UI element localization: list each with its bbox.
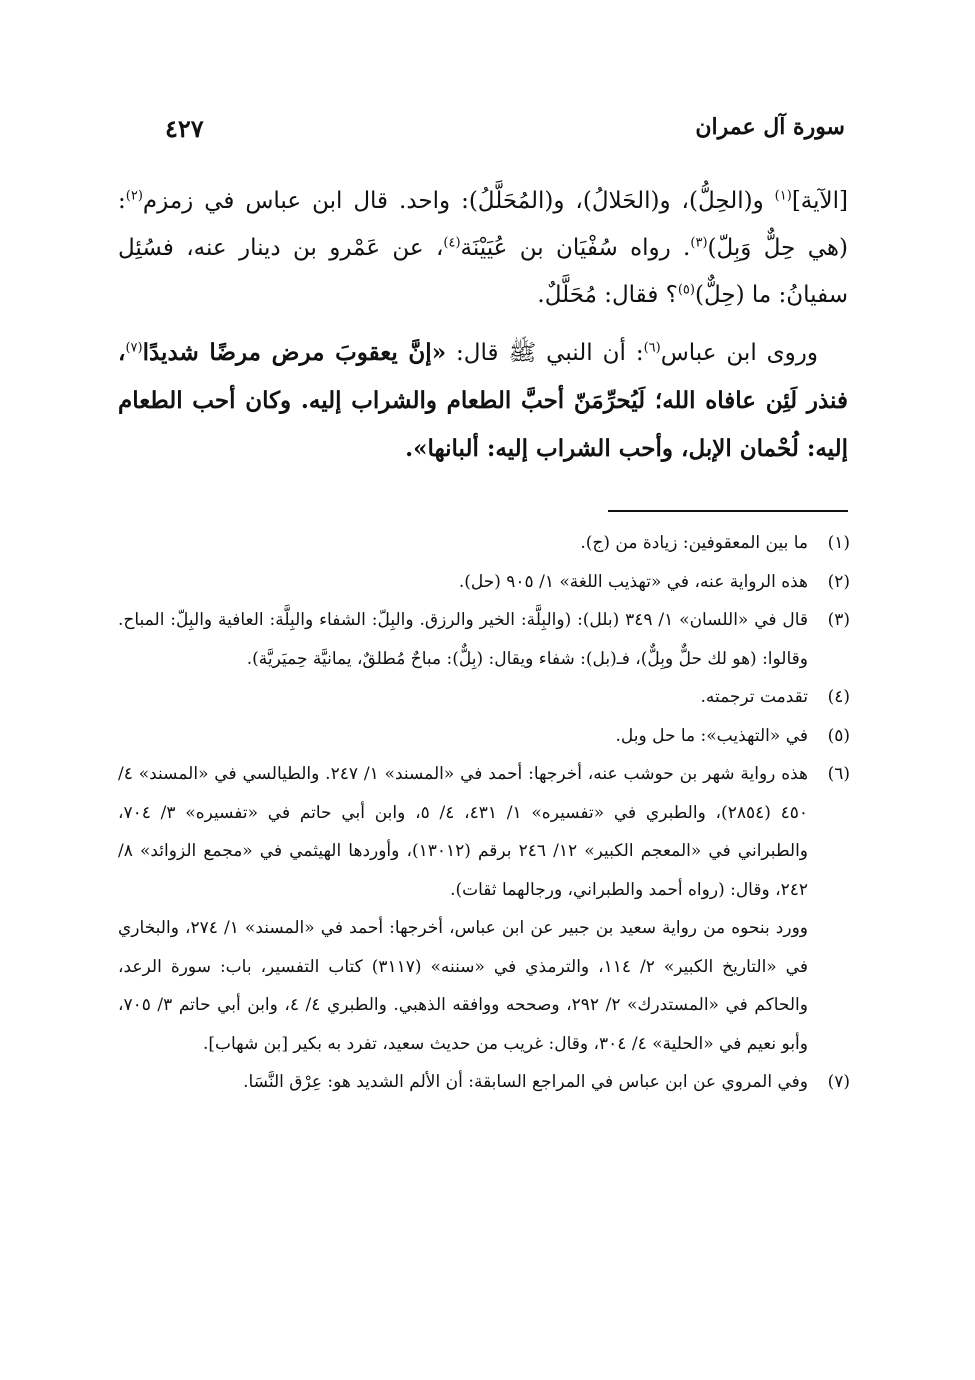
footnote-3 (118, 601, 850, 678)
hadith-text: «إنَّ يعقوبَ مرض مرضًا شديدًا (142, 339, 447, 366)
paragraph-1 (118, 178, 848, 319)
footnotes (118, 524, 850, 1102)
footnote-ref-6: (٦) (643, 340, 661, 356)
paragraph-2 (118, 329, 848, 473)
footnote-number: (٥) (827, 725, 850, 746)
footnote-number: (٢) (827, 571, 850, 592)
footnote-ref-1: (١) (774, 188, 792, 204)
main-text (118, 178, 848, 473)
footnote-number: (٦) (827, 764, 850, 784)
text-run: : (هي حِلٌّ وَبِلّ) (118, 188, 848, 261)
footnote-ref-5: (٥) (677, 282, 695, 298)
page-header (165, 108, 845, 148)
footnote-2 (118, 563, 850, 602)
text-run: ، عن عَمْرو بن دينار عنه، فسُئِل سفيانُ: ما (حِلٌّ) (118, 235, 848, 308)
footnote-number: (٧) (827, 1072, 850, 1092)
footnote-1 (118, 524, 850, 563)
footnote-ref-3: (٣) (690, 235, 708, 251)
footnote-4 (118, 678, 850, 717)
surah-name: سورة آل عمران (695, 114, 845, 140)
footnote-7 (118, 1063, 850, 1102)
footnote-separator (608, 510, 848, 512)
footnote-text: هذه الرواية عنه، في «تهذيب اللغة» ١/ ٩٠٥ (حل). (458, 571, 808, 592)
hadith-text: ، فنذر لَئِن عافاه الله؛ لَيُحرِّمَنّ أحبَّ الطعام والشراب إليه. وكان أحب الطعام إليه: لُحْمان الإبل، وأحب الشراب إليه: ألبانها». (118, 339, 848, 462)
footnote-text: ما بين المعقوفين: زيادة من (ج). (580, 533, 808, 553)
footnote-text: تقدمت ترجمته. (700, 687, 808, 707)
footnote-5 (118, 717, 850, 756)
footnote-text: قال في «اللسان» ١/ ٣٤٩ (بلل): (والبِلَّة: الخير والرزق. والبِلّ: الشفاء والبِلَّة: العافية والبِلّ: المباح. وقالوا: (هو لك حلٌّ وبِلٌّ)، فـ(بل): شفاء ويقال: (بِلٌّ): مباحٌ مُطلقٌ، يمانيَّة حِميَريَّة). (118, 610, 809, 669)
text-run: : أن النبي ﷺ قال: (446, 340, 644, 366)
footnote-ref-7: (٧) (125, 340, 143, 356)
footnote-text: هذه رواية شهر بن حوشب عنه، أخرجها: أحمد في «المسند» ١/ ٢٤٧. والطيالسي في «المسند» ٤/ ٤٥٠ (٢٨٥٤)، والطبري في «تفسيره» ١/ ٤٣١، ٤/ ٥، وابن أبي حاتم في «تفسيره» ٣/ ٧٠٤، والطبراني في «المعجم الكبير» ١٢/ ٢٤٦ برقم (١٣٠١٢)، وأوردها الهيثمي في «مجمع الزوائد» ٨/ ٢٤٢، وقال: (رواه أحمد والطبراني، ورجالهما ثقات). (118, 764, 809, 900)
footnote-6 (118, 755, 850, 1063)
footnote-ref-2: (٢) (125, 188, 143, 204)
text-run: . رواه سُفْيَان بن عُيَيْنَة (460, 235, 691, 261)
footnote-number: (٣) (827, 610, 850, 630)
text-run: ؟ فقال: مُحَلَّلٌ. (537, 282, 678, 308)
text-run: وروى ابن عباس (660, 340, 818, 366)
footnote-number: (٤) (827, 687, 850, 707)
text-run: [الآية] (791, 188, 848, 214)
footnote-text: وورد بنحوه من رواية سعيد بن جبير عن ابن عباس، أخرجها: أحمد في «المسند» ١/ ٢٧٤، والبخاري في «التاريخ الكبير» ٢/ ١١٤، والترمذي في «سننه» (٣١١٧) كتاب التفسير، باب: سورة الرعد، والحاكم في «المستدرك» ٢/ ٢٩٢، وصححه ووافقه الذهبي. والطبري ٤/ ٤، وابن أبي حاتم ٣/ ٧٠٥، وأبو نعيم في «الحلية» ٤/ ٣٠٤، وقال: غريب من حديث سعيد، تفرد به بكير [بن شهاب]. (118, 918, 809, 1054)
footnote-text: وفي المروي عن ابن عباس في المراجع السابقة: أن الألم الشديد هو: عِرْق النَّسَا. (243, 1072, 808, 1092)
page-number: ٤٢٧ (165, 114, 204, 143)
footnote-number: (١) (827, 533, 850, 553)
footnote-text: في «التهذيب»: ما حل وبل. (615, 725, 808, 746)
footnote-ref-4: (٤) (443, 235, 461, 251)
text-run: و(الحِلُّ)، و(الحَلالُ)، و(المُحَلَّلُ): واحد. قال ابن عباس في زمزم (142, 188, 775, 214)
